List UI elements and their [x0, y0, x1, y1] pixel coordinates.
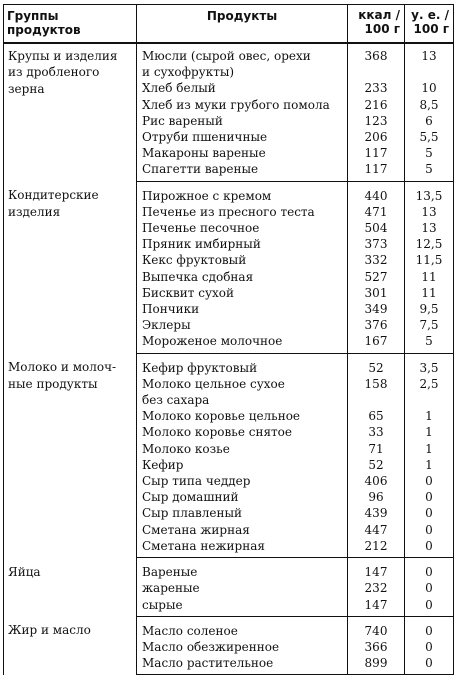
units-value: 5	[405, 161, 454, 181]
table-header	[4, 5, 454, 44]
kcal-value: 740	[348, 616, 405, 639]
product-name	[137, 424, 348, 440]
header-units	[405, 5, 454, 44]
product-name	[137, 317, 348, 333]
product-name	[137, 457, 348, 473]
table-row	[4, 616, 454, 639]
product-name-line: Масло растительное	[142, 656, 274, 671]
table-row	[4, 558, 454, 581]
product-group-name-line: ные продукты	[8, 376, 98, 391]
kcal-value: 332	[348, 252, 405, 268]
units-value: 0	[405, 597, 454, 617]
product-name-line: Выпечка сдобная	[142, 269, 254, 284]
header-product-label: Продукты	[206, 9, 278, 23]
product-name-line: Сыр домашний	[142, 490, 239, 505]
units-value: 0	[405, 558, 454, 581]
kcal-value: 527	[348, 269, 405, 285]
units-value: 0	[405, 489, 454, 505]
units-value: 11,5	[405, 252, 454, 268]
kcal-value: 447	[348, 522, 405, 538]
units-value: 3,5	[405, 353, 454, 376]
units-value: 8,5	[405, 97, 454, 113]
header-kcal-line2: 100 г	[364, 22, 400, 36]
product-name	[137, 97, 348, 113]
kcal-value: 301	[348, 285, 405, 301]
kcal-value: 158	[348, 376, 405, 408]
kcal-value: 206	[348, 129, 405, 145]
product-name	[137, 376, 348, 408]
kcal-value: 366	[348, 639, 405, 655]
units-value: 1	[405, 457, 454, 473]
header-kcal-line1: ккал /	[358, 8, 400, 22]
product-name-line: Рис вареный	[142, 113, 223, 128]
table-row	[4, 43, 454, 80]
product-name-line: Пирожное с кремом	[142, 188, 272, 203]
table-row	[4, 181, 454, 204]
product-name	[137, 538, 348, 558]
product-group-name-line: Молоко и молоч-	[8, 360, 117, 375]
product-name-line: Спагетти вареные	[142, 162, 259, 177]
product-name-line: Кефир	[142, 457, 184, 472]
units-value: 12,5	[405, 236, 454, 252]
product-name	[137, 616, 348, 639]
kcal-value: 504	[348, 220, 405, 236]
product-name	[137, 655, 348, 675]
product-name	[137, 204, 348, 220]
product-name	[137, 505, 348, 521]
units-value: 1	[405, 424, 454, 440]
product-name	[137, 285, 348, 301]
product-name-line: Сметана нежирная	[142, 538, 265, 553]
product-group-name-line: Крупы и изделия	[8, 49, 118, 63]
product-name-line: Хлеб белый	[142, 81, 216, 96]
units-value: 5	[405, 145, 454, 161]
kcal-value: 33	[348, 424, 405, 440]
header-product-group	[4, 5, 137, 44]
header-group-label: Группы продуктов	[7, 9, 81, 37]
units-value: 0	[405, 616, 454, 639]
product-group-name-line: Кондитерские	[8, 188, 99, 203]
kcal-value: 899	[348, 655, 405, 675]
product-name	[137, 301, 348, 317]
units-value: 0	[405, 580, 454, 596]
product-name-line: сырые	[142, 597, 183, 612]
kcal-value: 471	[348, 204, 405, 220]
kcal-value: 96	[348, 489, 405, 505]
units-value: 0	[405, 538, 454, 558]
product-name-line: Молоко цельное сухое	[142, 376, 285, 391]
product-name	[137, 441, 348, 457]
units-value: 10	[405, 80, 454, 96]
kcal-value: 123	[348, 113, 405, 129]
product-name	[137, 333, 348, 353]
product-group-name-line: из дробленого	[8, 65, 100, 80]
kcal-value: 406	[348, 473, 405, 489]
units-value: 0	[405, 473, 454, 489]
product-name-line: Печенье песочное	[142, 221, 260, 236]
product-group-name-line: Жир и масло	[8, 623, 91, 638]
units-value: 0	[405, 522, 454, 538]
product-name	[137, 522, 348, 538]
units-value: 0	[405, 639, 454, 655]
product-group-name	[4, 616, 137, 675]
product-name-line: жареные	[142, 581, 200, 596]
product-group-name	[4, 558, 137, 617]
product-name-line: Эклеры	[142, 318, 191, 333]
kcal-value: 147	[348, 597, 405, 617]
kcal-value: 167	[348, 333, 405, 353]
product-name	[137, 113, 348, 129]
units-value: 13,5	[405, 181, 454, 204]
product-name-line: Кефир фруктовый	[142, 360, 258, 375]
product-name	[137, 161, 348, 181]
product-name	[137, 43, 348, 80]
product-name-line: Молоко козье	[142, 441, 230, 456]
product-group-name	[4, 353, 137, 557]
units-value: 13	[405, 43, 454, 80]
units-value: 2,5	[405, 376, 454, 408]
product-name	[137, 145, 348, 161]
kcal-value: 65	[348, 408, 405, 424]
kcal-value: 212	[348, 538, 405, 558]
units-value: 0	[405, 505, 454, 521]
header-products	[137, 5, 348, 44]
units-value: 5	[405, 333, 454, 353]
header-ue-line2: 100 г	[413, 22, 449, 36]
kcal-value: 349	[348, 301, 405, 317]
product-name	[137, 236, 348, 252]
product-name-line: Сыр типа чеддер	[142, 474, 251, 489]
product-name	[137, 220, 348, 236]
header-row	[4, 5, 454, 44]
product-name	[137, 580, 348, 596]
kcal-value: 376	[348, 317, 405, 333]
units-value: 0	[405, 655, 454, 675]
product-name-line: Печенье из пресного теста	[142, 204, 315, 219]
product-name-line: Вареные	[142, 565, 198, 580]
product-name	[137, 269, 348, 285]
product-group-name-line: изделия	[8, 204, 61, 219]
product-name-line: Пончики	[142, 302, 200, 317]
kcal-value: 52	[348, 457, 405, 473]
kcal-value: 233	[348, 80, 405, 96]
kcal-value: 117	[348, 145, 405, 161]
product-name-line: Макароны вареные	[142, 146, 266, 161]
kcal-value: 71	[348, 441, 405, 457]
product-name-line: Сыр плавленый	[142, 506, 243, 521]
units-value: 7,5	[405, 317, 454, 333]
product-name-line: Мюсли (сырой овес, орехи	[142, 49, 311, 63]
product-name-line: Сметана жирная	[142, 522, 250, 537]
units-value: 6	[405, 113, 454, 129]
table-row	[4, 353, 454, 376]
kcal-value: 52	[348, 353, 405, 376]
kcal-value: 232	[348, 580, 405, 596]
calorie-table	[3, 4, 454, 675]
units-value: 1	[405, 408, 454, 424]
kcal-value: 147	[348, 558, 405, 581]
product-name	[137, 639, 348, 655]
units-value: 11	[405, 269, 454, 285]
units-value: 13	[405, 220, 454, 236]
product-name-line: Масло обезжиренное	[142, 639, 280, 654]
units-value: 9,5	[405, 301, 454, 317]
product-name	[137, 489, 348, 505]
product-name	[137, 353, 348, 376]
product-name	[137, 129, 348, 145]
product-name-line: Молоко коровье снятое	[142, 425, 292, 440]
product-name-line: Отруби пшеничные	[142, 130, 268, 145]
product-name-line: Мороженое молочное	[142, 334, 283, 349]
kcal-value: 117	[348, 161, 405, 181]
header-kcal	[348, 5, 405, 44]
product-name	[137, 181, 348, 204]
units-value: 11	[405, 285, 454, 301]
product-name-line: Кекс фруктовый	[142, 253, 247, 268]
calorie-table-container	[3, 4, 453, 675]
product-name	[137, 597, 348, 617]
product-name	[137, 252, 348, 268]
product-name-line: Бисквит сухой	[142, 285, 235, 300]
units-value: 1	[405, 441, 454, 457]
product-name	[137, 558, 348, 581]
product-name-line: без сахара	[142, 393, 210, 408]
table-body	[4, 43, 454, 675]
kcal-value: 439	[348, 505, 405, 521]
units-value: 5,5	[405, 129, 454, 145]
product-name	[137, 80, 348, 96]
kcal-value: 373	[348, 236, 405, 252]
units-value: 13	[405, 204, 454, 220]
product-group-name-line: зерна	[8, 81, 45, 96]
product-name	[137, 473, 348, 489]
header-ue-line1: у. е. /	[411, 8, 449, 22]
product-group-name-line: Яйца	[8, 564, 41, 579]
product-name-line: Молоко коровье цельное	[142, 409, 301, 424]
product-name-line: и сухофрукты)	[142, 65, 235, 80]
kcal-value: 440	[348, 181, 405, 204]
product-name	[137, 408, 348, 424]
product-name-line: Хлеб из муки грубого помола	[142, 97, 330, 112]
kcal-value: 368	[348, 43, 405, 80]
product-group-name	[4, 43, 137, 181]
product-name-line: Пряник имбирный	[142, 237, 261, 252]
product-name-line: Масло соленое	[142, 623, 238, 638]
product-group-name	[4, 181, 137, 353]
kcal-value: 216	[348, 97, 405, 113]
